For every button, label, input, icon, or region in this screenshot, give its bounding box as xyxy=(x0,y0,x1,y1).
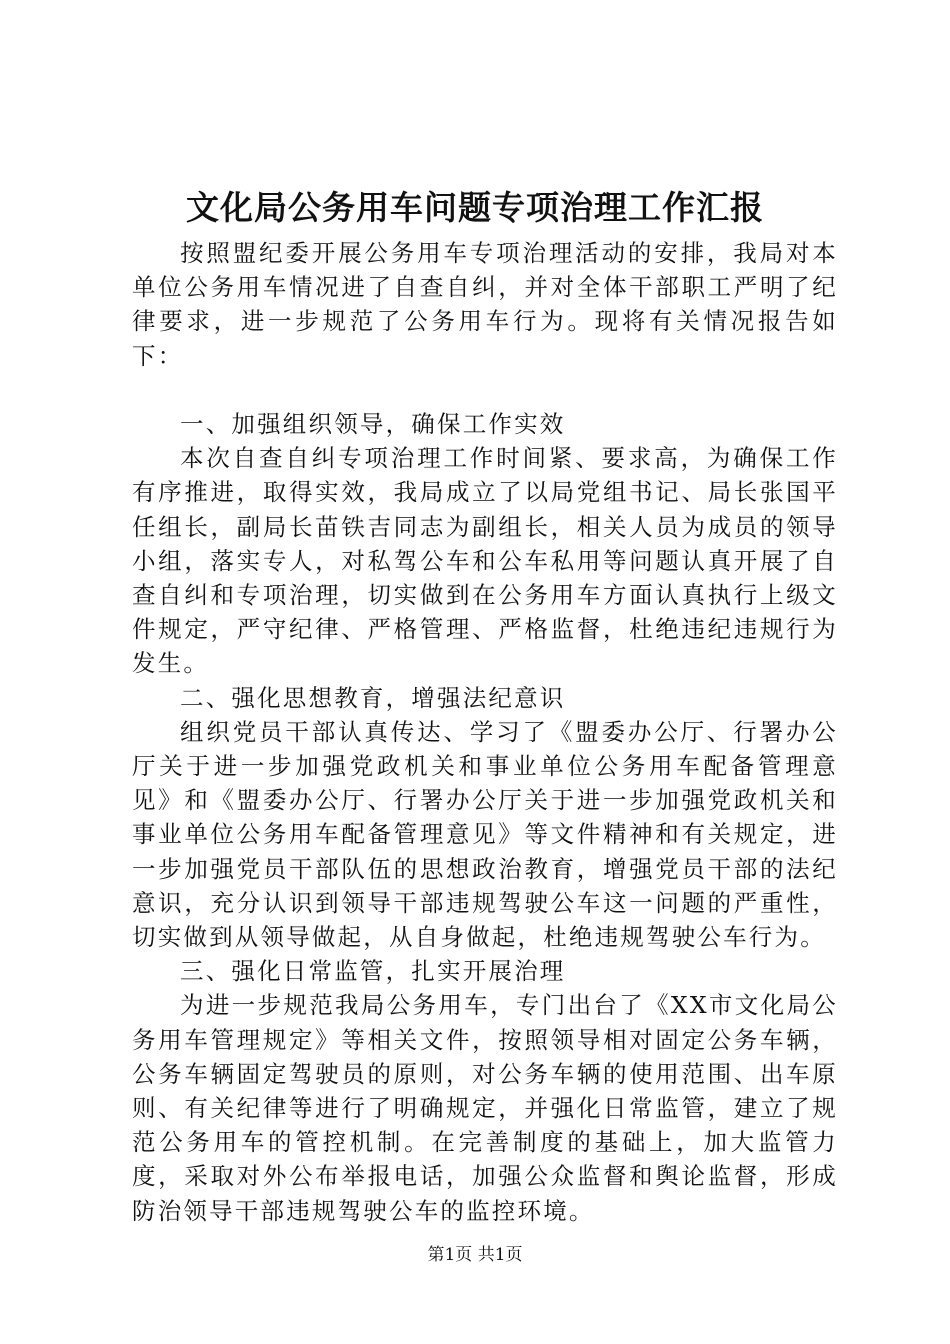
section-2-paragraph: 组织党员干部认真传达、学习了《盟委办公厅、行署办公厅关于进一步加强党政机关和事业单位公务用车配备管理意见》和《盟委办公厅、行署办公厅关于进一步加强党政机关和事业单位公务用车配备管理意见》等文件精神和有关规定，进一步加强党员干部队伍的思想政治教育，增强党员干部的法纪意识，充分认识到领导干部违规驾驶公车这一问题的严重性，切实做到从领导做起，从自身做起，杜绝违规驾驶公车行为。 xyxy=(132,717,838,952)
intro-paragraph: 按照盟纪委开展公务用车专项治理活动的安排，我局对本单位公务用车情况进了自查自纠，并对全体干部职工严明了纪律要求，进一步规范了公务用车行为。现将有关情况报告如下： xyxy=(132,239,838,370)
page-number-footer: 第1页 共1页 xyxy=(427,1245,523,1265)
section-3-paragraph: 为进一步规范我局公务用车，专门出台了《XX市文化局公务用车管理规定》等相关文件，按照领导相对固定公务车辆，公务车辆固定驾驶员的原则，对公务车辆的使用范围、出车原则、有关纪律等进行了明确规定，并强化日常监管，建立了规范公务用车的管控机制。在完善制度的基础上，加大监管力度，采取对外公布举报电话，加强公众监督和舆论监督，形成防治领导干部违规驾驶公车的监控环境。 xyxy=(132,991,838,1225)
section-2-heading: 二、强化思想教育，增强法纪意识 xyxy=(180,683,566,712)
paragraph-spacer xyxy=(132,373,838,407)
section-1-paragraph: 本次自查自纠专项治理工作时间紧、要求高，为确保工作有序推进，取得实效，我局成立了以局党组书记、局长张国平任组长，副局长苗铁吉同志为副组长，相关人员为成员的领导小组，落实专人，对私驾公车和公车私用等问题认真开展了自查自纠和专项治理，切实做到在公务用车方面认真执行上级文件规定，严守纪律、严格管理、严格监督，杜绝违纪违规行为发生。 xyxy=(132,444,838,678)
document-body xyxy=(132,236,838,1228)
section-3-heading: 三、强化日常监管，扎实开展治理 xyxy=(180,957,566,986)
document-title: 文化局公务用车问题专项治理工作汇报 xyxy=(186,188,764,227)
section-1-heading: 一、加强组织领导，确保工作实效 xyxy=(180,410,566,438)
